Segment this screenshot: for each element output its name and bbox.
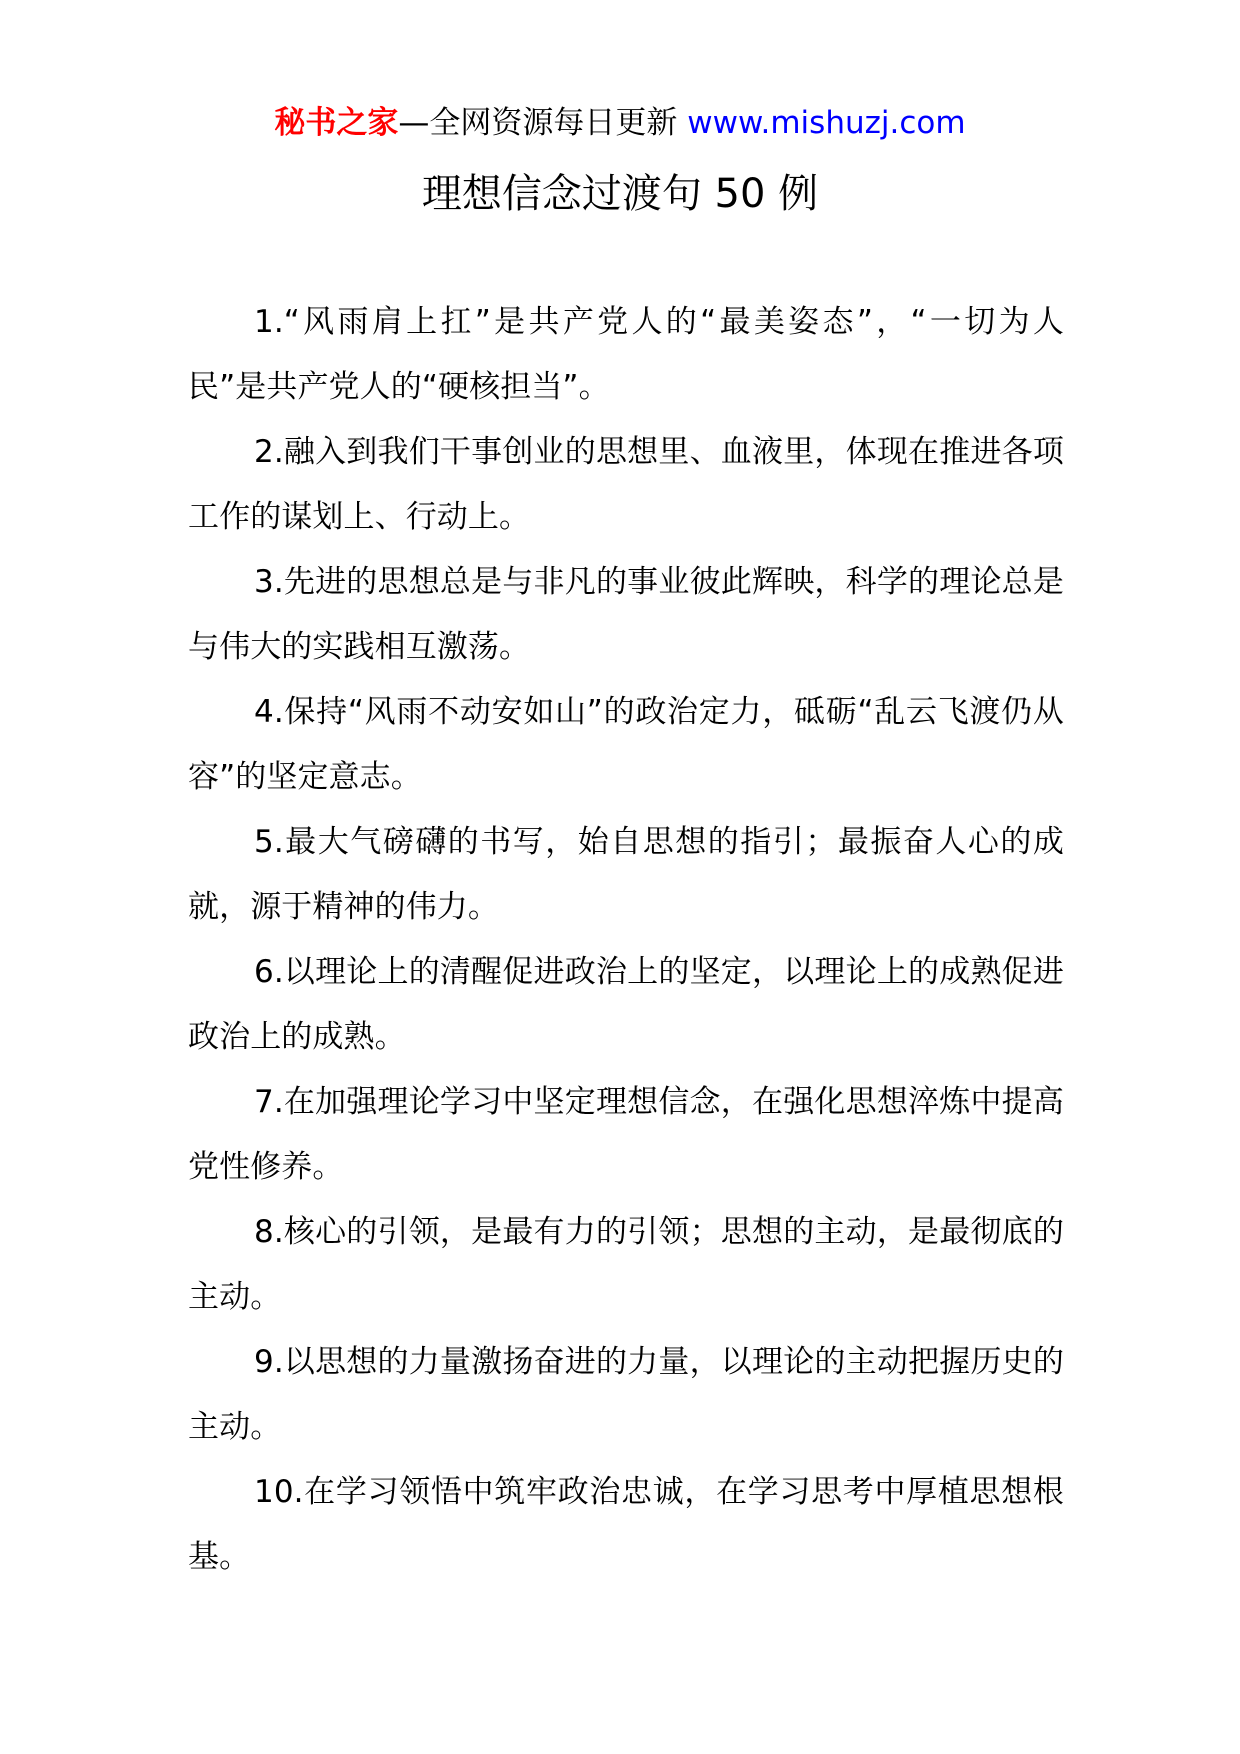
list-item: 6.以理论上的清醒促进政治上的坚定，以理论上的成熟促进政治上的成熟。: [188, 954, 1064, 1055]
site-url-link[interactable]: www.mishuzj.com: [687, 105, 966, 141]
site-header: [0, 101, 1240, 145]
list-item: 4.保持“风雨不动安如山”的政治定力，砥砺“乱云飞渡仍从容”的坚定意志。: [188, 694, 1064, 795]
brand-name: 秘书之家: [274, 105, 399, 141]
list-item: 7.在加强理论学习中坚定理想信念，在强化思想淬炼中提高党性修养。: [188, 1084, 1064, 1185]
document-title: 理想信念过渡句 50 例: [421, 171, 819, 217]
header-tagline: —全网资源每日更新: [398, 105, 688, 141]
list-item: 9.以思想的力量激扬奋进的力量，以理论的主动把握历史的主动。: [188, 1344, 1064, 1445]
list-item: 5.最大气磅礴的书写，始自思想的指引；最振奋人心的成就，源于精神的伟力。: [188, 824, 1064, 925]
document-body: [188, 290, 1064, 1590]
list-item: 10.在学习领悟中筑牢政治忠诚，在学习思考中厚植思想根基。: [188, 1474, 1064, 1575]
list-item: 2.融入到我们干事创业的思想里、血液里，体现在推进各项工作的谋划上、行动上。: [188, 434, 1064, 535]
list-item: 3.先进的思想总是与非凡的事业彼此辉映，科学的理论总是与伟大的实践相互激荡。: [188, 564, 1064, 665]
list-item: 1.“风雨肩上扛”是共产党人的“最美姿态”，“一切为人民”是共产党人的“硬核担当”。: [188, 304, 1064, 405]
list-item: 8.核心的引领，是最有力的引领；思想的主动，是最彻底的主动。: [188, 1214, 1064, 1315]
